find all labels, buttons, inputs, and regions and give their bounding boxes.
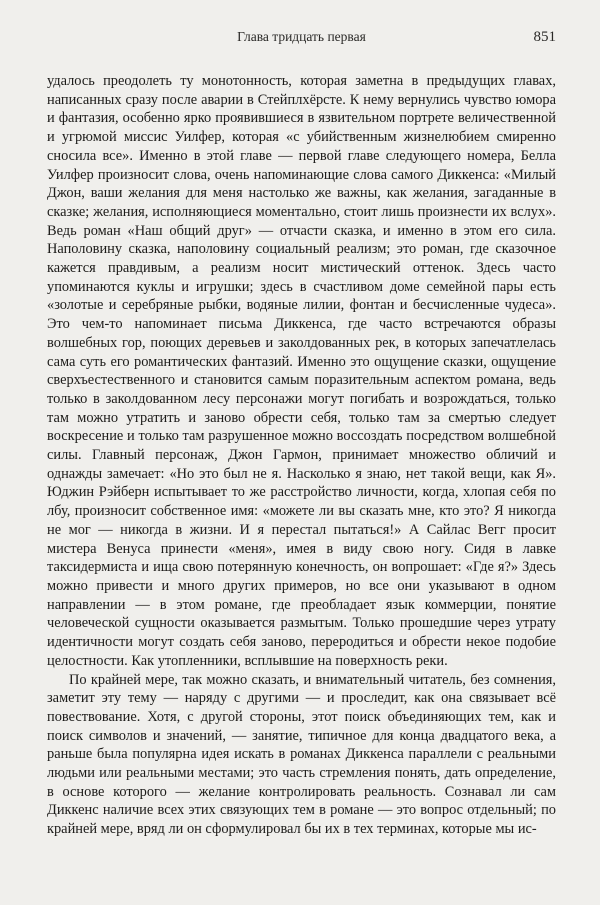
page-number: 851 bbox=[533, 29, 556, 45]
page-header bbox=[47, 28, 556, 46]
paragraph: По крайней мере, так можно сказать, и внимательный читатель, без сомнения, заметит эту тему — наряду с другими — и проследит, как она связывает всё повествование. Хотя, с другой стороны, этот поиск объединяющих тем, как и поиск символов и значений, — занятие, типичное для конца двадцатого века, а раньше была популярна идея искать в романах Диккенса параллели с реальными людьми или реальными местами; это часть стремления понять, дать определение, в основе которого — желание контролировать реальность. Сознавал ли сам Диккенс наличие всех этих связующих тем в романе — это вопрос отдельный; по крайней мере, вряд ли он сформулировал бы их в тех терминах, которые мы ис- bbox=[47, 671, 556, 838]
page-body bbox=[47, 72, 556, 839]
running-title: Глава тридцать первая bbox=[237, 29, 366, 44]
paragraph-continuation: удалось преодолеть ту монотонность, которая заметна в предыдущих главах, написанных сразу после аварии в Стейплхёрсте. К нему вернулись чувство юмора и фантазия, особенно ярко проявившиеся в язвительном портрете величественной и угрюмой миссис Уилфер, которая «с убийственным жизнелюбием смиренно сносила все». Именно в этой главе — первой главе следующего номера, Белла Уилфер произносит слова, очень напоминающие слова самого Диккенса: «Милый Джон, ваши желания для меня настолько же важны, как желания, загаданные в сказке; желания, исполняющиеся моментально, стоит лишь произнести их вслух». Ведь роман «Наш общий друг» — отчасти сказка, и именно в этом его сила. Наполовину сказка, наполовину социальный реализм; это роман, где сказочное кажется правдивым, а реализм носит мистический оттенок. Здесь часто упоминаются куклы и игрушки; здесь в счастливом доме семейной пары есть «золотые и серебряные рыбки, водяные лилии, фонтан и бесчисленные чудеса». Это чем-то напоминает письма Диккенса, где часто встречаются образы волшебных гор, поющих деревьев и заколдованных рек, в которых запечатлелась сама суть его романтических фантазий. Именно это ощущение сказки, ощущение сверхъестественного и становится самым поразительным аспектом романа, ведь только в заколдованном лесу персонажи могут погибать и возрождаться, только там можно утратить и заново обрести себя, только там за смертью следует воскресение и только там разрушенное можно воссоздать посредством волшебной силы. Главный персонаж, Джон Гармон, принимает множество обличий и однажды замечает: «Но это был не я. Насколько я знаю, нет такой вещи, как Я». Юджин Рэйберн испытывает то же расстройство личности, когда, хлопая себя по лбу, произносит собственное имя: «можете ли вы сказать мне, кто это? Я никогда не мог — никогда в жизни. И я перестал пытаться!» А Сайлас Вегг просит мистера Венуса принести «меня», имея в виду свою ногу. Сидя в лавке таксидермиста и ища свою потерянную конечность, он вопрошает: «Где я?» Здесь можно привести и много других примеров, но все они указывают в одном направлении — в этом романе, где преобладает язык коммерции, понятие человеческой сущности оказывается размытым. Только прошедшие через утрату идентичности могут создать себя заново, переродиться и обрести некое подобие целостности. Как утопленники, всплывшие на поверхность реки. bbox=[47, 73, 556, 669]
